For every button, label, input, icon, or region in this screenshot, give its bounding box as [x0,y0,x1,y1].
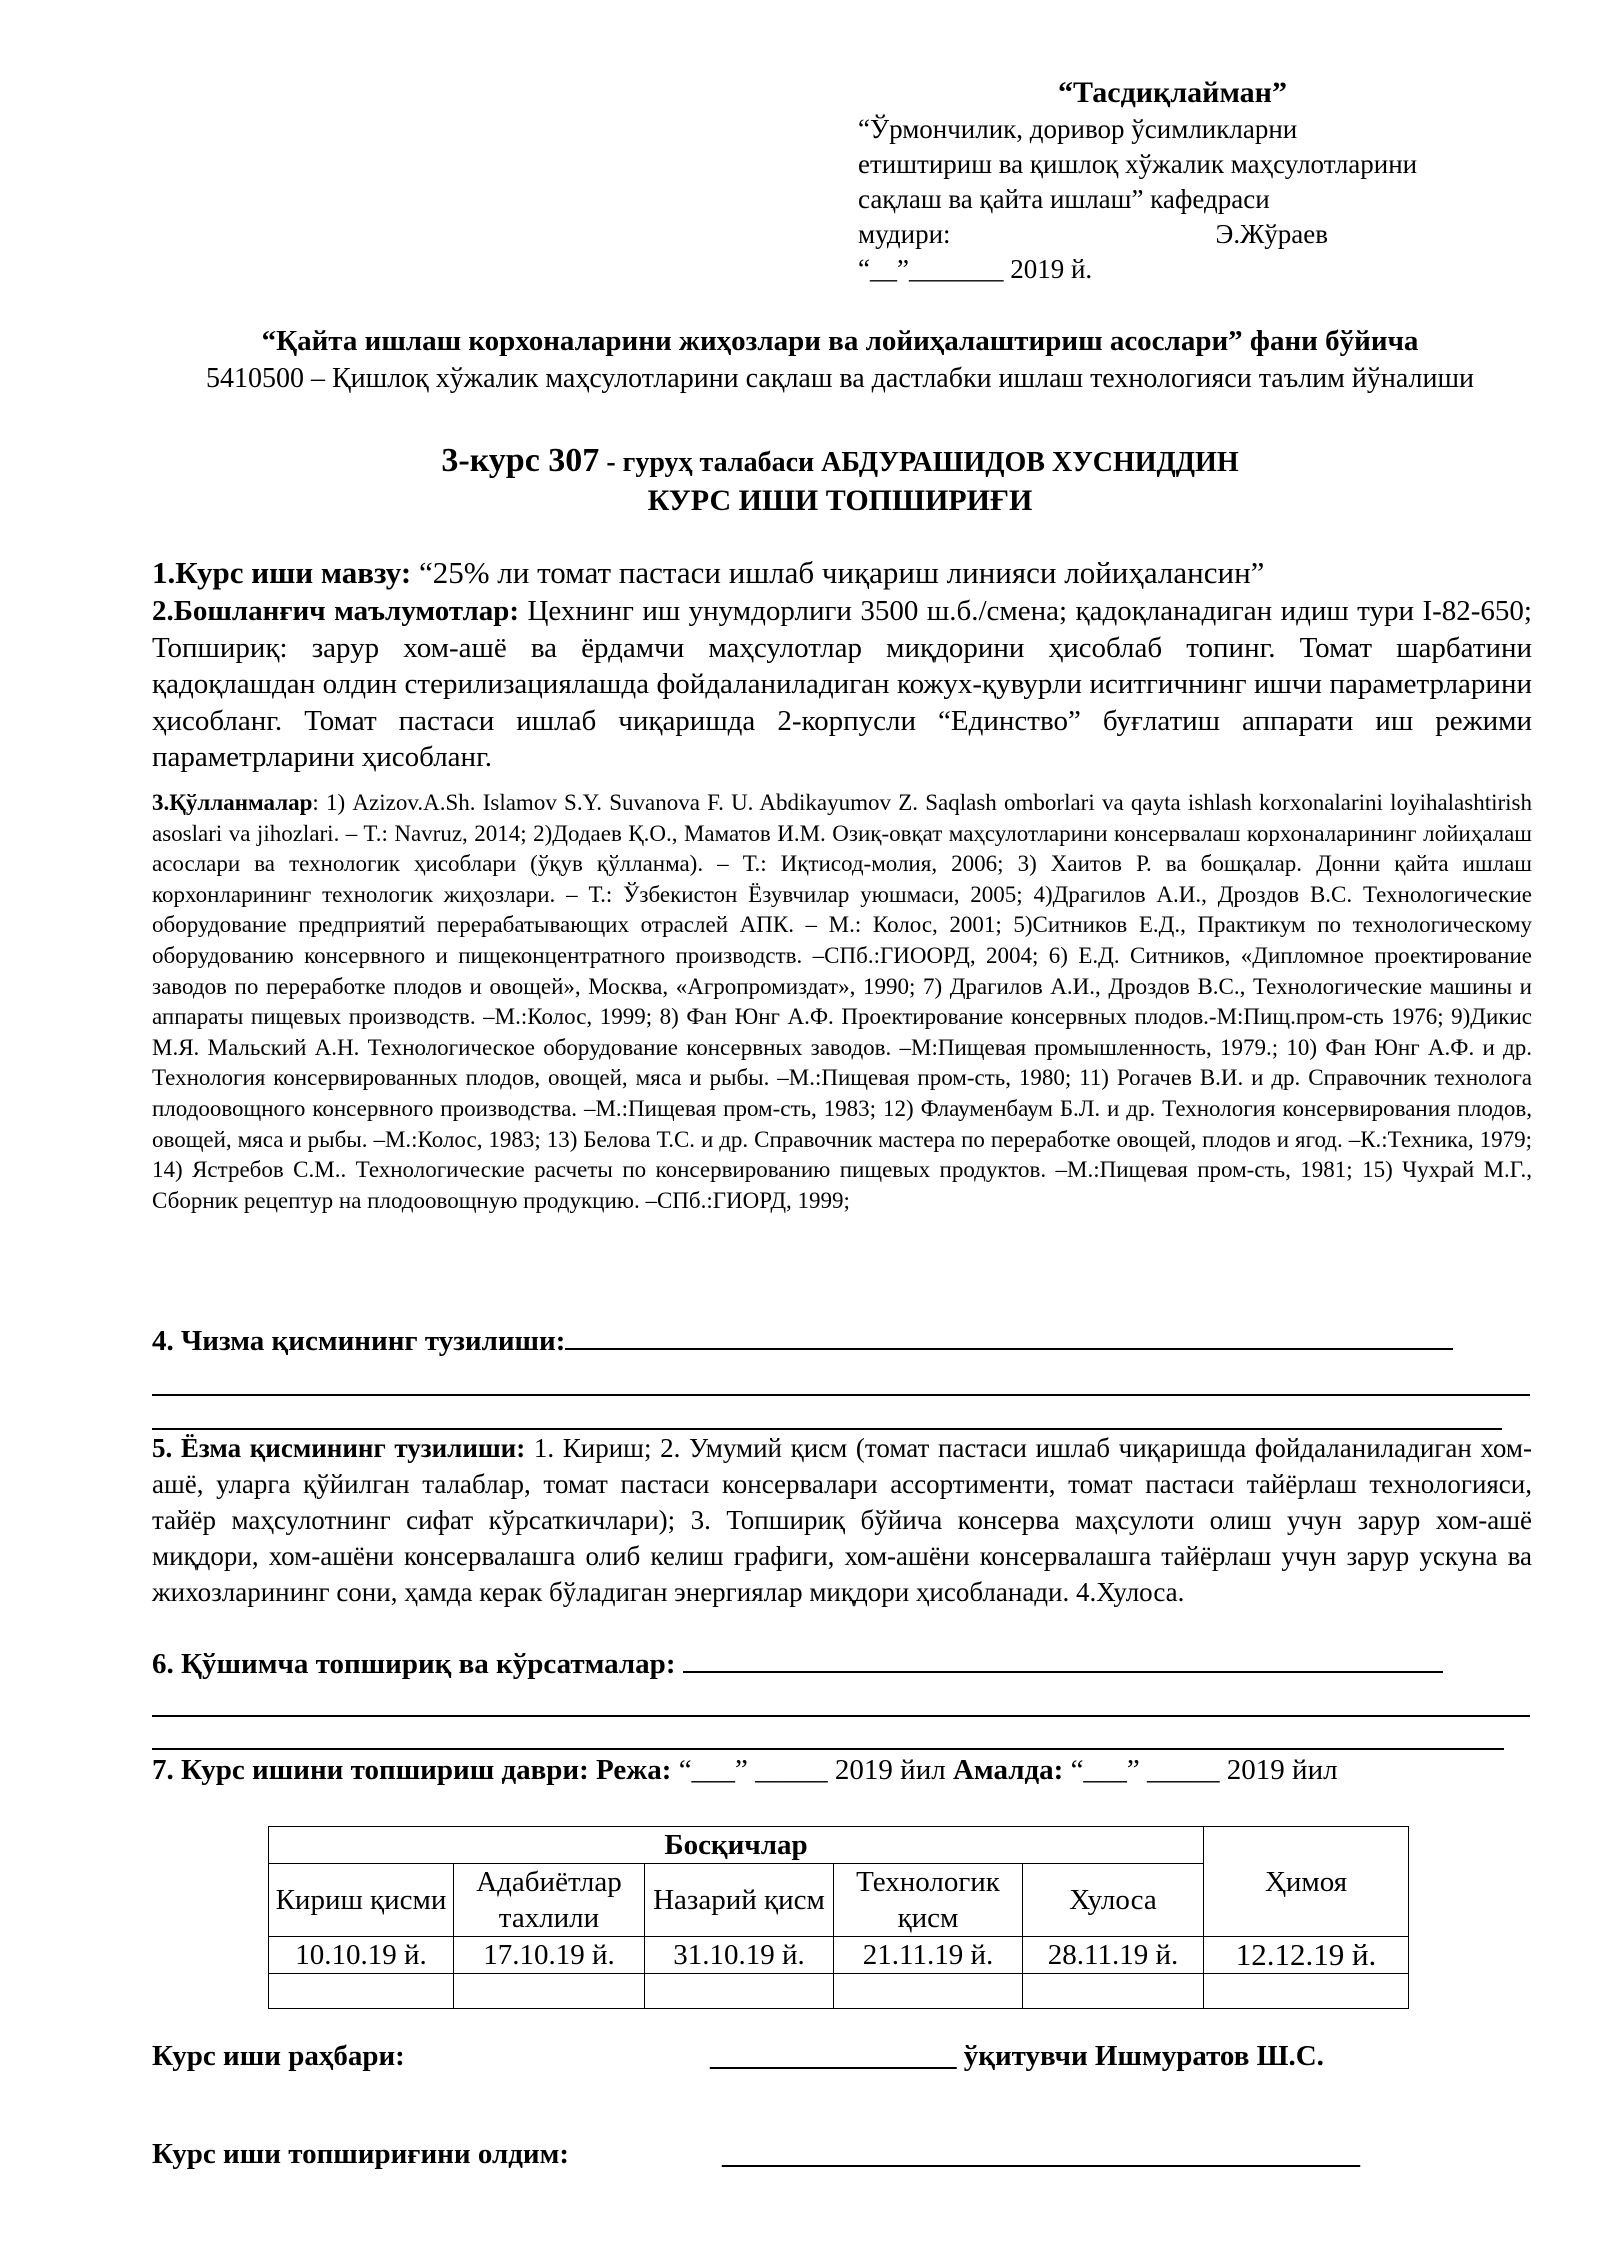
group-line [150,440,1530,484]
empty-cell [645,1974,834,2009]
stages-table [268,1826,1409,2009]
defense-header: Ҳимоя [1204,1827,1409,1937]
stages-header: Босқичлар [269,1827,1204,1864]
task-title: КУРС ИШИ ТОПШИРИҒИ [647,484,1033,517]
defense-date-cell: 12.12.19 й. [1204,1937,1409,1974]
approval-role: мудири: [858,219,951,249]
section-4-fill-line [565,1322,1453,1350]
empty-cell [1204,1974,1409,2009]
subject-line: “Қайта ишлаш корхоналарини жиҳозлари ва лойиҳалаштириш асослари” фани бўйича [261,325,1419,357]
group-number: 3-курс 307 [441,442,600,479]
section-5-label: 5. Ёзма қисмининг тузилиши: [152,1433,526,1463]
section-4-label: 4. Чизма қисмининг тузилиши: [152,1325,566,1357]
section-1-label: 1.Курс иши мавзу: [152,555,419,590]
section-4 [152,1322,1532,1359]
specialty-line: 5410500 – Қишлоқ хўжалик маҳсулотларини сақлаш ва дастлабки ишлаш технологияси таълим йўналиши [205,363,1475,394]
empty-cell [1023,1974,1204,2009]
supervisor-label: Курс иши раҳбари: [152,2040,405,2072]
stage-cell: Технологик қисм [834,1864,1023,1937]
section-3-label: 3.Қўлланмалар [152,790,313,815]
stage-cell: Адабиётлар тахлили [454,1864,645,1937]
date-cell: 21.11.19 й. [834,1937,1023,1974]
blank-line [152,1715,1530,1717]
blank-line [152,1394,1530,1396]
blank-line [152,1748,1504,1750]
received-signature: ____________________________________________ [722,2138,1360,2170]
date-cell: 10.10.19 й. [269,1937,454,1974]
approval-line-3: сақлаш ва қайта ишлаш” кафедраси [858,184,1270,214]
stage-cell: Кириш қисми [269,1864,454,1937]
section-6 [152,1645,1532,1682]
table-row [269,1937,1409,1974]
section-6-label: 6. Қўшимча топшириқ ва кўрсатмалар: [152,1648,676,1680]
section-6-fill-line [683,1645,1443,1673]
stage-cell: Назарий қисм [645,1864,834,1937]
section-3 [152,788,1532,1216]
section-1 [152,555,1532,591]
table-row [269,1827,1409,1864]
empty-cell [834,1974,1023,2009]
section-2-label: 2.Бошланғич маълумотлар: [152,595,520,627]
date-cell: 28.11.19 й. [1023,1937,1204,1974]
group-mid: - гуруҳ талабаси [599,447,822,478]
supervisor-signature: _________________ ўқитувчи Ишмуратов Ш.С. [710,2040,1324,2072]
approval-line-1: “Ўрмончилик, доривор ўсимликларни [858,114,1298,144]
section-2 [152,593,1532,776]
approval-head-name: Э.Жўраев [1215,219,1328,249]
section-2-text: Цехнинг иш унумдорлиги 3500 ш.б./смена; қадоқланадиган идиш тури І-82-650; Топшириқ: зарур хом-ашё ва ёрдамчи маҳсулотлар миқдорини ҳисоблаб топинг. Томат шарбатини қадоқлашдан олдин стерилизациялашда фойдаланиладиган кожух-қувурли иситгичнинг ишчи параметрларини ҳисобланг. Томат пастаси ишлаб чиқаришда 2-корпусли “Единство” буғлатиш аппарати иш режими параметрларини ҳисобланг. [152,595,1532,773]
approval-block [858,74,1498,287]
student-name: АБДУРАШИДОВ ХУСНИДДИН [821,447,1239,478]
approval-date: “__”_______ 2019 й. [858,254,1093,284]
section-1-text: “25% ли томат пастаси ишлаб чиқариш линияси лойиҳалансин” [418,555,1265,590]
received-row [152,2138,1360,2171]
received-label: Курс иши топшириғини олдим: [152,2138,570,2170]
approval-head-row [858,217,1328,252]
approval-title: “Тасдиқлайман” [1058,76,1287,109]
section-7-actual: “___” _____ 2019 йил [1063,1754,1338,1786]
empty-cell [454,1974,645,2009]
date-cell: 17.10.19 й. [454,1937,645,1974]
supervisor-row [152,2040,1324,2073]
stage-cell: Хулоса [1023,1864,1204,1937]
section-7-plan: “___” _____ 2019 йил [671,1754,953,1786]
section-5-text: 1. Кириш; 2. Умумий қисм (томат пастаси ишлаб чиқаришда фойдаланиладиган хом-ашё, уларга қўйилган талаблар, томат пастаси консервалари ассортименти, томат пастаси тайёрлаш технологияси, тайёр маҳсулотнинг сифат кўрсаткичлари); 3. Топшириқ бўйича консерва маҳсулоти олиш учун зарур хом-ашё миқдори, хом-ашёни консервалашга олиб келиш графиги, хом-ашёни консервалашга тайёрлаш учун зарур ускуна ва жихозларининг сони, ҳамда керак бўладиган энергиялар миқдори ҳисобланади. 4.Хулоса. [152,1433,1532,1607]
approval-line-2: етиштириш ва қишлоқ хўжалик маҳсулотларини [858,149,1418,179]
section-7-label: 7. Курс ишини топшириш даври: Режа: [152,1754,672,1786]
section-3-text: : 1) Azizov.A.Sh. Islamov S.Y. Suvanova F. U. Abdikayumov Z. Saqlash omborlari va qayta ishlash korxonalarini loyihalashtirish asoslari va jihozlari. – T.: Navruz, 2014; 2)Додаев Қ.О., Маматов И.М. Озиқ-овқат маҳсулотларини консервалаш корхоналарининг лойиҳалаш асослари ва технологик ҳисоблари (ўқув қўлланма). – Т.: Иқтисод-молия, 2006; 3) Хаитов Р. ва бошқалар. Донни қайта ишлаш корхонларининг технологик жиҳозлари. – Т.: Ўзбекистон Ёзувчилар уюшмаси, 2005; 4)Драгилов А.И., Дроздов В.С. Технологические оборудование предприятий перерабатывающих отраслей АПК. – М.: Колос, 2001; 5)Ситников Е.Д., Практикум по технологическому оборудованию консервного и пищеконцентратного производств. –СПб.:ГИООРД, 2004; 6) Е.Д. Ситников, «Дипломное проектирование заводов по переработке плодов и овощей», Москва, «Агропромиздат», 1990; 7) Драгилов А.И., Дроздов В.С., Технологические машины и аппараты пищевых производств. –М.:Колос, 1999; 8) Фан Юнг А.Ф. Проектирование консервных плодов.-М:Пищ.пром-сть 1976; 9)Дикис М.Я. Мальский А.Н. Технологическое оборудование консервных заводов. –М:Пищевая промышленность, 1979.; 10) Фан Юнг А.Ф. и др. Технология консервированных плодов, овощей, мяса и рыбы. –М.:Пищевая пром-сть, 1980; 11) Рогачев В.И. и др. Справочник технолога плодоовощного консервного производства. –М.:Пищевая пром-сть, 1983; 12) Флауменбаум Б.Л. и др. Технология консервирования плодов, овощей, мяса и рыбы. –М.:Колос, 1983; 13) Белова Т.С. и др. Справочник мастера по переработке овощей, плодов и ягод. –К.:Техника, 1979; 14) Ястребов С.М.. Технологические расчеты по консервированию пищевых продуктов. –М.:Пищевая пром-сть, 1981; 15) Чухрай М.Г., Сборник рецептур на плодоовощную продукцию. –СПб.:ГИОРД, 1999; [152,790,1532,1213]
section-5 [152,1430,1532,1610]
date-cell: 31.10.19 й. [645,1937,834,1974]
empty-cell [269,1974,454,2009]
section-7 [152,1752,1532,1788]
section-7-actual-label: Амалда: [952,1754,1064,1786]
table-row [269,1974,1409,2009]
